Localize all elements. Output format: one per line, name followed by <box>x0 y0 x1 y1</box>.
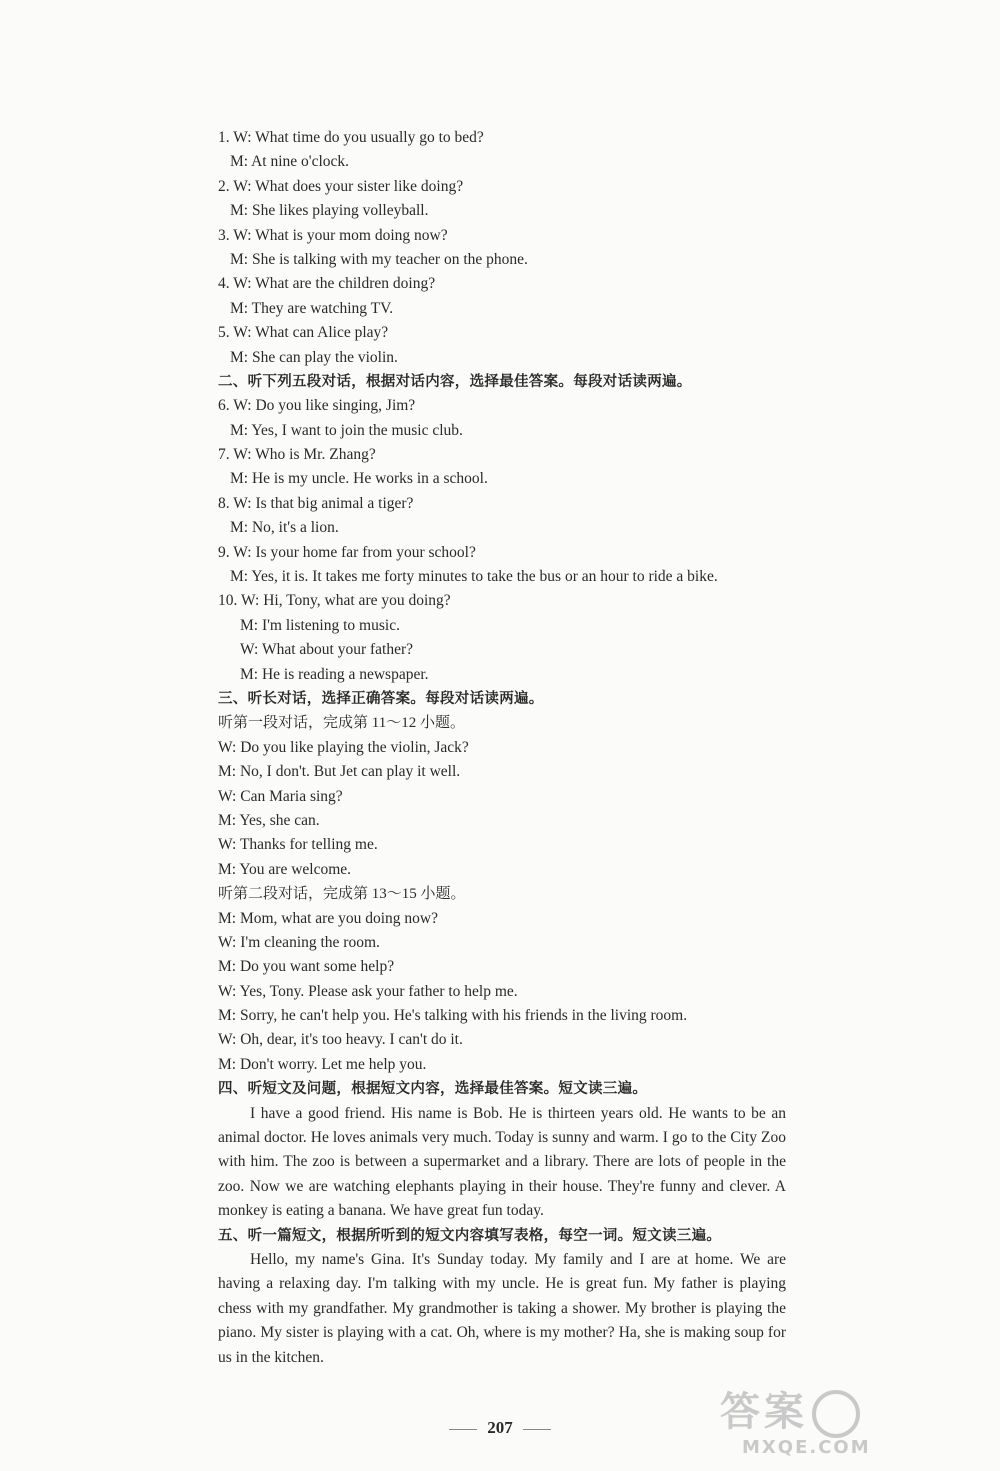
dialog-10-question: 10. W: Hi, Tony, what are you doing? <box>218 592 451 610</box>
long-dialog-2-line: W: I'm cleaning the room. <box>218 933 380 951</box>
long-dialog-2-line: M: Don't worry. Let me help you. <box>218 1055 427 1073</box>
section-5-passage: Hello, my name's Gina. It's Sunday today. My family and I are at home. We are having a relaxing day. I'm talking with my uncle. He is great fun. My father is playing chess with my grandfather. My grandmother is taking a shower. My brother is playing the piano. My sister is playing with a cat. Oh, where is my mother? Ha, she is making soup for us in the kitchen. <box>218 1251 786 1366</box>
dialog-6-question: 6. W: Do you like singing, Jim? <box>218 397 416 415</box>
dialog-7-answer: M: He is my uncle. He works in a school. <box>230 470 488 488</box>
section-2-heading: 二、听下列五段对话，根据对话内容，选择最佳答案。每段对话读两遍。 <box>218 373 692 390</box>
long-dialog-1-line: W: Do you like playing the violin, Jack? <box>218 738 469 756</box>
watermark-url: MXQE.COM <box>742 1437 871 1458</box>
section-4-passage: I have a good friend. His name is Bob. He is thirteen years old. He wants to be an animal doctor. He loves animals very much. Today is sunny and warm. I go to the City Zoo with him. The zoo is between a supermarket and a library. There are lots of people in the zoo. Now we are watching elephants playing in their house. They're funny and clever. A monkey is eating a banana. We have great fun today. <box>218 1104 786 1220</box>
long-dialog-2-line: W: Oh, dear, it's too heavy. I can't do it. <box>218 1031 463 1049</box>
dialog-3-answer: M: She is talking with my teacher on the phone. <box>230 250 528 268</box>
long-dialog-1-line: M: Yes, she can. <box>218 811 320 829</box>
dialog-6-answer: M: Yes, I want to join the music club. <box>230 421 463 439</box>
dialog-8-question: 8. W: Is that big animal a tiger? <box>218 494 414 512</box>
dialog-4-answer: M: They are watching TV. <box>230 299 394 317</box>
long-dialog-1-line: W: Thanks for telling me. <box>218 836 378 854</box>
dialog-1-answer: M: At nine o'clock. <box>230 153 350 171</box>
long-dialog-2-line: M: Do you want some help? <box>218 958 395 976</box>
dialog-2-answer: M: She likes playing volleyball. <box>230 202 429 220</box>
dialog-1-question: 1. W: What time do you usually go to bed? <box>218 129 484 146</box>
transcript-content <box>0 126 1000 1370</box>
section-4-heading: 四、听短文及问题，根据短文内容，选择最佳答案。短文读三遍。 <box>218 1081 648 1098</box>
footer-dash-left <box>449 1429 477 1430</box>
footer-dash-right <box>523 1429 551 1430</box>
dialog-7-question: 7. W: Who is Mr. Zhang? <box>218 446 376 464</box>
section-3-part-2-title: 听第二段对话，完成第 13～15 小题。 <box>218 886 466 903</box>
dialog-5-question: 5. W: What can Alice play? <box>218 324 389 342</box>
dialog-10-line: W: What about your father? <box>240 641 414 659</box>
dialog-4-question: 4. W: What are the children doing? <box>218 275 436 293</box>
dialog-8-answer: M: No, it's a lion. <box>230 519 339 537</box>
section-5-heading: 五、听一篇短文，根据所听到的短文内容填写表格，每空一词。短文读三遍。 <box>218 1227 722 1244</box>
dialog-2-question: 2. W: What does your sister like doing? <box>218 177 464 195</box>
long-dialog-2-line: M: Sorry, he can't help you. He's talking with his friends in the living room. <box>218 1007 688 1025</box>
page-number: 207 <box>487 1418 513 1437</box>
dialog-3-question: 3. W: What is your mom doing now? <box>218 226 448 244</box>
dialog-9-answer: M: Yes, it is. It takes me forty minutes to take the bus or an hour to ride a bike. <box>230 568 718 586</box>
long-dialog-1-line: W: Can Maria sing? <box>218 787 343 805</box>
dialog-5-answer: M: She can play the violin. <box>230 348 398 366</box>
long-dialog-2-line: M: Mom, what are you doing now? <box>218 909 438 927</box>
watermark-circle-icon <box>812 1390 860 1438</box>
dialog-10-line: M: I'm listening to music. <box>240 616 400 634</box>
section-3-part-1-title: 听第一段对话，完成第 11～12 小题。 <box>218 715 465 732</box>
long-dialog-1-line: M: You are welcome. <box>218 860 352 878</box>
long-dialog-1-line: M: No, I don't. But Jet can play it well. <box>218 763 461 781</box>
long-dialog-2-line: W: Yes, Tony. Please ask your father to help me. <box>218 982 518 1000</box>
site-watermark <box>720 1389 970 1459</box>
watermark-logo-text: 答案 <box>720 1389 808 1435</box>
section-3-heading: 三、听长对话，选择正确答案。每段对话读两遍。 <box>218 690 544 707</box>
dialog-9-question: 9. W: Is your home far from your school? <box>218 543 476 561</box>
dialog-10-line: M: He is reading a newspaper. <box>240 665 429 683</box>
